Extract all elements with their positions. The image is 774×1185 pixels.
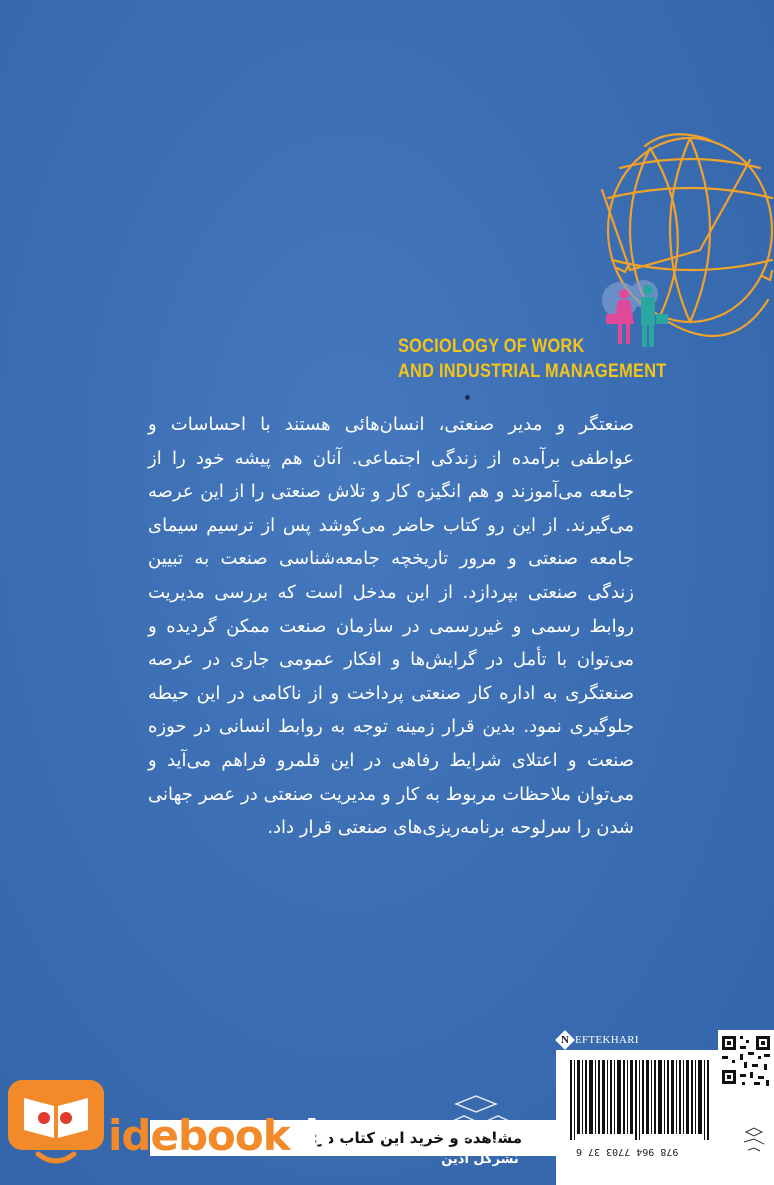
- barcode-icon: [570, 1060, 720, 1140]
- publisher-name-en: EFTEKHARI: [575, 1034, 639, 1046]
- decorative-dot: [465, 395, 470, 400]
- watermark-text: مشاهده و خرید این کتاب در:: [311, 1129, 522, 1147]
- publisher-badge: [558, 1030, 662, 1050]
- publisher-name-fa: نشرگل آذین: [441, 1152, 519, 1167]
- isbn-number: 978 964 7703 37 6: [576, 1146, 679, 1157]
- title-line-2: AND INDUSTRIAL MANAGEMENT: [398, 361, 667, 382]
- publisher-logo-icon: [436, 1090, 526, 1160]
- description-text: صنعتگر و مدیر صنعتی، انسان‌هائی هستند با احساسات و عواطفی برآمده از زندگی اجتماعی. آنان هم پیشه خود را از جامعه می‌آموزند و هم انگیزه کار و تلاش صنعتی را از این عرصه می‌گیرند. از این رو کتاب حاضر می‌کوشد پس از ترسیم سیمای جامعه صنعتی و مرور تاریخچه جامعه‌شناسی صنعت به تبیین زندگی صنعتی بپردازد. از این مدخل است که بررسی مدیریت روابط رسمی و غیررسمی در سازمان صنعت ممکن گردیده و می‌توان با تأمل در گرایش‌ها و افکار عمومی جاری در عرصه صنعتگری به اداره کار صنعتی پرداخت و از ناکامی در این حیطه جلوگیری نمود. بدین قرار زمینه توجه به روابط انسانی در حوزه صنعت و اعتلای شرایط رفاهی در این قلمرو فراهم می‌آید و می‌توان ملاحظات مربوط به کار و مدیریت صنعتی در عصر جهانی شدن را سرلوحه برنامه‌ریزی‌های صنعتی قرار داد.: [148, 414, 634, 839]
- qr-code-icon: [718, 1030, 774, 1110]
- publisher-logo-icon: N: [555, 1030, 575, 1050]
- watermark-brand-main: idebook: [108, 1111, 290, 1160]
- book-logo-icon[interactable]: [4, 1078, 108, 1170]
- watermark-brand[interactable]: [108, 1110, 338, 1162]
- english-title: [398, 334, 665, 384]
- publisher-small-logo: [740, 1120, 770, 1180]
- title-line-1: SOCIOLOGY OF WORK: [398, 336, 585, 357]
- watermark-brand-suffix: .ir: [289, 1111, 338, 1160]
